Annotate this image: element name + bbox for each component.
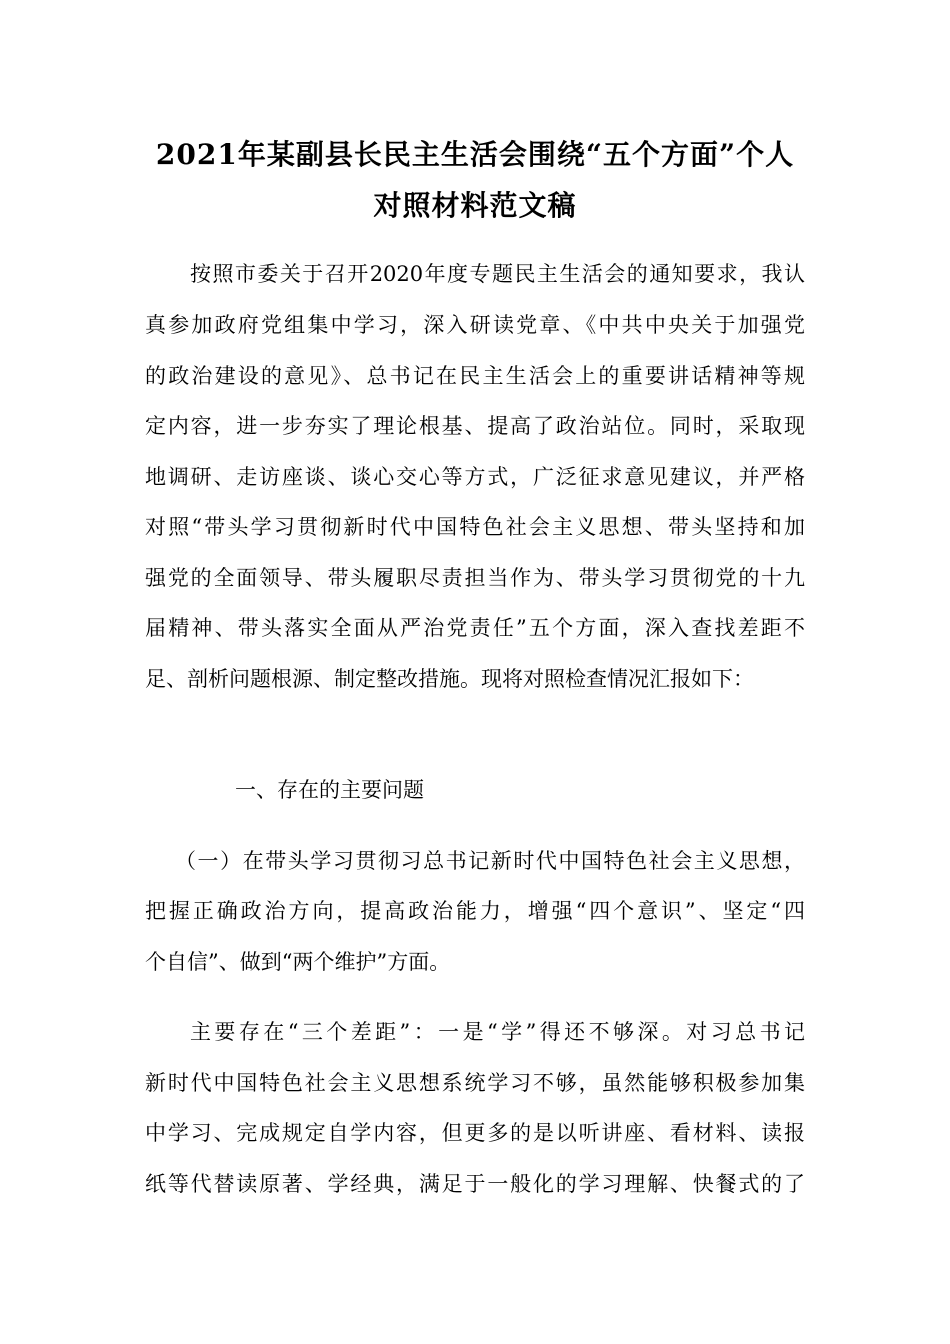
- intro-line: 足、剖析问题根源、制定整改措施。现将对照检查情况汇报如下：: [145, 667, 754, 691]
- document-title-line-2: 对照材料范文稿: [373, 189, 577, 222]
- body-line: 纸等代替读原著、学经典，满足于一般化的学习理解、快餐式的了: [145, 1172, 805, 1196]
- body-line: 新时代中国特色社会主义思想系统学习不够，虽然能够积极参加集: [145, 1071, 805, 1095]
- intro-line: 按照市委关于召开2020年度专题民主生活会的通知要求，我认: [190, 262, 805, 286]
- body-line: 中学习、完成规定自学内容，但更多的是以听讲座、看材料、读报: [145, 1121, 805, 1145]
- intro-line: 强党的全面领导、带头履职尽责担当作为、带头学习贯彻党的十九: [145, 566, 805, 590]
- intro-line: 真参加政府党组集中学习，深入研读党章、《中共中央关于加强党: [145, 313, 805, 337]
- sub-heading-line: 把握正确政治方向，提高政治能力，增强“四个意识”、坚定“四: [145, 899, 805, 923]
- intro-line: 定内容，进一步夯实了理论根基、提高了政治站位。同时，采取现: [145, 414, 805, 438]
- intro-line: 届精神、带头落实全面从严治党责任”五个方面，深入查找差距不: [145, 616, 805, 640]
- document-title-line-1: 2021年某副县长民主生活会围绕“五个方面”个人: [155, 138, 795, 171]
- section-heading: 一、存在的主要问题: [235, 778, 424, 802]
- intro-line: 对照“带头学习贯彻新时代中国特色社会主义思想、带头坚持和加: [145, 515, 805, 539]
- sub-heading-line: 个自信”、做到“两个维护”方面。: [145, 950, 451, 974]
- intro-line: 地调研、走访座谈、谈心交心等方式，广泛征求意见建议，并严格: [145, 465, 805, 489]
- sub-heading-line: （一）在带头学习贯彻习总书记新时代中国特色社会主义思想，: [175, 849, 805, 873]
- intro-line: 的政治建设的意见》、总书记在民主生活会上的重要讲话精神等规: [145, 364, 805, 388]
- body-line: 主要存在“三个差距”：一是“学”得还不够深。对习总书记: [190, 1020, 805, 1044]
